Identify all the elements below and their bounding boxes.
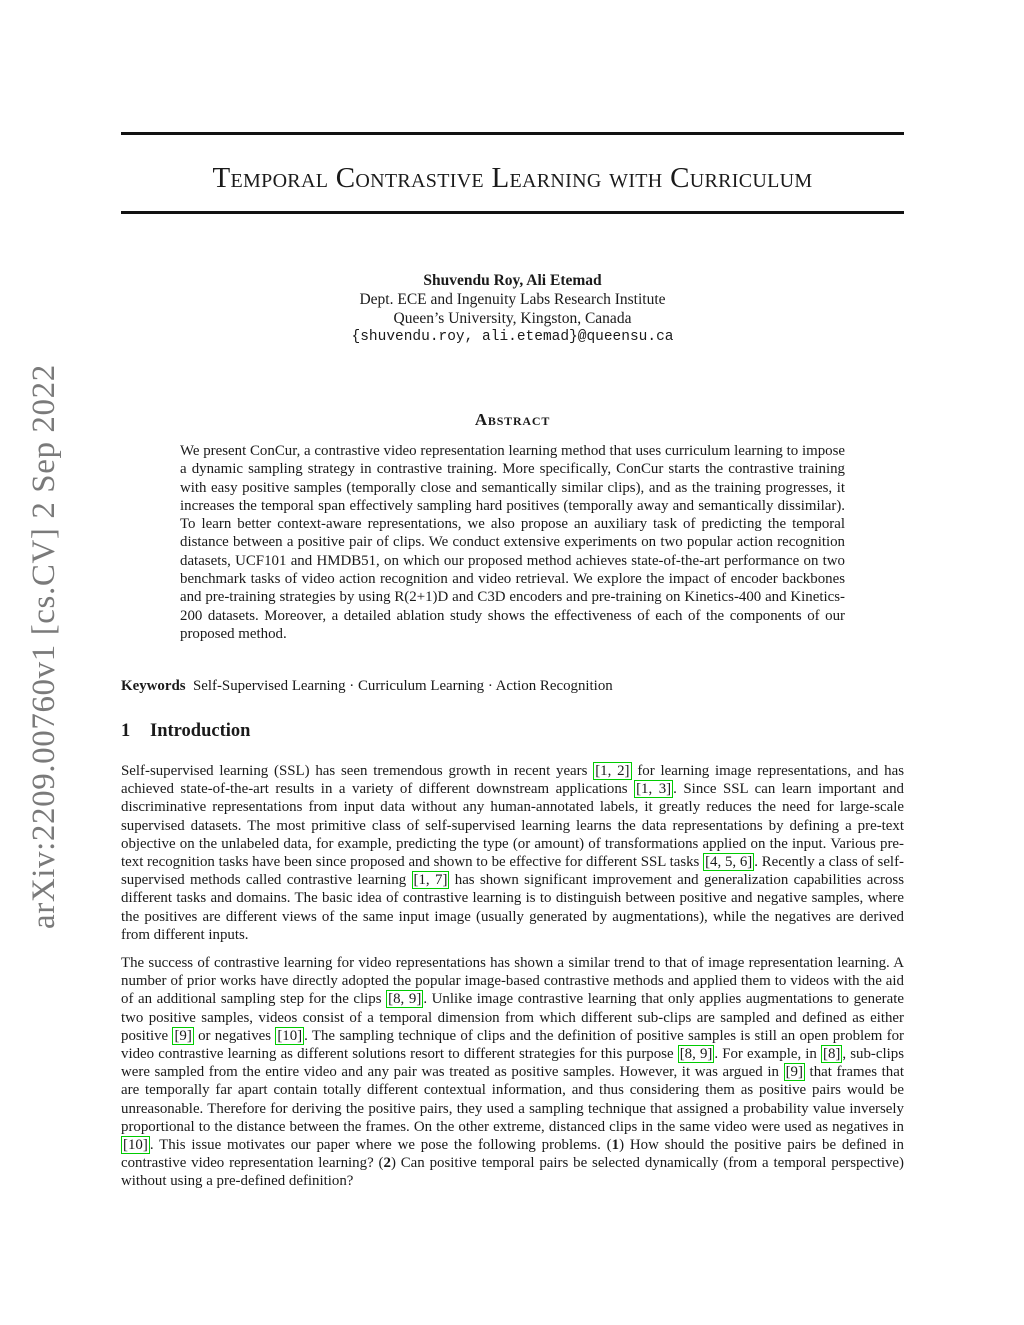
paragraph-text: . This issue motivates our paper where we pose the following problems. ( <box>149 1137 612 1154</box>
paragraph-text: or negatives <box>193 1027 276 1044</box>
arxiv-identifier: arXiv:2209.00760v1 [cs.CV] 2 Sep 2022 <box>26 364 62 929</box>
problem-number: 1 <box>611 1137 620 1154</box>
paragraph-text: for learning image representations, and has achieved state-of-the-art results in a variety of different downstream applications <box>121 763 904 798</box>
paragraph-text: . Unlike image contrastive learning that only applies augmentations to generate two positive samples, videos consist of a temporal dimension from which different sub-clips are sampled and defined as either positive <box>121 991 904 1044</box>
author-affiliation-university: Queen’s University, Kingston, Canada <box>393 310 632 327</box>
paragraph-text: ) How should the positive pairs be defined in contrastive video representation learning? ( <box>121 1137 904 1172</box>
intro-paragraph-2 <box>121 954 904 1191</box>
keywords-line <box>121 677 904 695</box>
citation-link[interactable]: [1, 2] <box>595 763 630 779</box>
paragraph-text: has shown significant improvement and generalization capabilities across different tasks and domains. The basic idea of contrastive learning is to distinguish between positive and negative samples, where the positives are different views of the same input image (usually generated by augmentations), while the negatives are derived from different inputs. <box>121 872 904 943</box>
paragraph-text: . The sampling technique of clips and the definition of positive samples is still an open problem for video contrastive learning as different solutions resort to different strategies for this purpose <box>121 1027 905 1063</box>
author-names: Shuvendu Roy, Ali Etemad <box>423 272 602 289</box>
paragraph-text: Self-supervised learning (SSL) has seen tremendous growth in recent years <box>121 763 594 779</box>
citation-link[interactable]: [4, 5, 6] <box>705 854 753 871</box>
abstract-heading: Abstract <box>474 410 551 429</box>
paragraph-text: The success of contrastive learning for video representations has shown a similar trend to that of image representation learning. A number of prior works have directly adopted the popular image-based contrastive methods and applied them to videos with the aid of an additional sampling step for the clips <box>121 955 904 1008</box>
paper-title: Temporal Contrastive Learning with Curriculum <box>212 162 813 194</box>
citation-link[interactable]: [10] <box>123 1137 148 1154</box>
paragraph-text: . Since SSL can learn important and discriminative representations from input data without any human-annotated labels, it greatly reduces the need for large-scale supervised datasets. The most primitive class of self-supervised learning learns the data representations by defining a pre-text objective on the unlabeled data, for example, predicting the type (or amount) of transformations applied on the input. Various pre-text recognition tasks have been since proposed and shown to be effective for different SSL tasks <box>121 781 904 871</box>
abstract-text: We present ConCur, a contrastive video representation learning method that uses curriculum learning to impose a dynamic sampling strategy in contrastive training. More specifically, ConCur starts the contrastive training with easy positive samples (temporally close and semantically similar clips), and as the training progresses, it increases the temporal span effectively sampling hard positives (temporally away and semantically dissimilar). To learn better context-aware representations, we also propose an auxiliary task of predicting the temporal distance between a positive pair of clips. We conduct extensive experiments on two popular action recognition datasets, UCF101 and HMDB51, on which our proposed method achieves state-of-the-art performance on two benchmark tasks of video action recognition and video retrieval. We explore the impact of encoder backbones and pre-training strategies by using R(2+1)D and C3D encoders and pre-training on Kinetics-400 and Kinetics-200 datasets. Moreover, a detailed ablation study shows the effectiveness of each of the components of our proposed method. <box>180 443 845 642</box>
citation-link[interactable]: [8, 9] <box>679 1046 713 1063</box>
paragraph-text: ) Can positive temporal pairs be selected dynamically (from a temporal perspective) without using a pre-defined definition? <box>121 1155 904 1190</box>
problem-number: 2 <box>383 1155 391 1172</box>
keywords-label: Keywords <box>121 678 186 694</box>
section-title: Introduction <box>150 721 251 741</box>
paragraph-text: . For example, in <box>714 1046 821 1063</box>
author-block <box>121 271 904 347</box>
author-affiliation-dept: Dept. ECE and Ingenuity Labs Research Institute <box>359 291 666 308</box>
paragraph-text: , sub-clips were sampled from the entire video and any pair was treated as positive samples. However, it was argued in <box>121 1046 904 1081</box>
keywords-text: Self-Supervised Learning · Curriculum Learning · Action Recognition <box>192 678 613 694</box>
title-rule-bottom <box>121 211 904 214</box>
citation-link[interactable]: [1, 7] <box>413 872 448 889</box>
section-number: 1 <box>121 721 131 741</box>
intro-paragraph-1 <box>121 762 904 944</box>
citation-link[interactable]: [9] <box>785 1064 803 1081</box>
citation-link[interactable]: [8] <box>823 1046 841 1063</box>
paragraph-text: that frames that are temporally far apart contain totally different contextual information, and thus considering them as positive pairs would be unreasonable. Therefore for deriving the positive pairs, they used a sampling technique that assigned a probability value inversely proportional to the distance between the frames. On the other extreme, distanced clips in the same video were used as negatives in <box>121 1064 904 1135</box>
section-heading-introduction <box>121 720 250 742</box>
citation-link[interactable]: [8, 9] <box>388 991 422 1008</box>
paragraph-text: . Recently a class of self-supervised methods called contrastive learning <box>121 854 904 889</box>
citation-link[interactable]: [1, 3] <box>636 781 672 798</box>
title-rule-top <box>121 132 904 135</box>
citation-link[interactable]: [10] <box>277 1027 303 1044</box>
citation-link[interactable]: [9] <box>174 1027 192 1044</box>
author-email: {shuvendu.roy, ali.etemad}@queensu.ca <box>351 329 674 345</box>
